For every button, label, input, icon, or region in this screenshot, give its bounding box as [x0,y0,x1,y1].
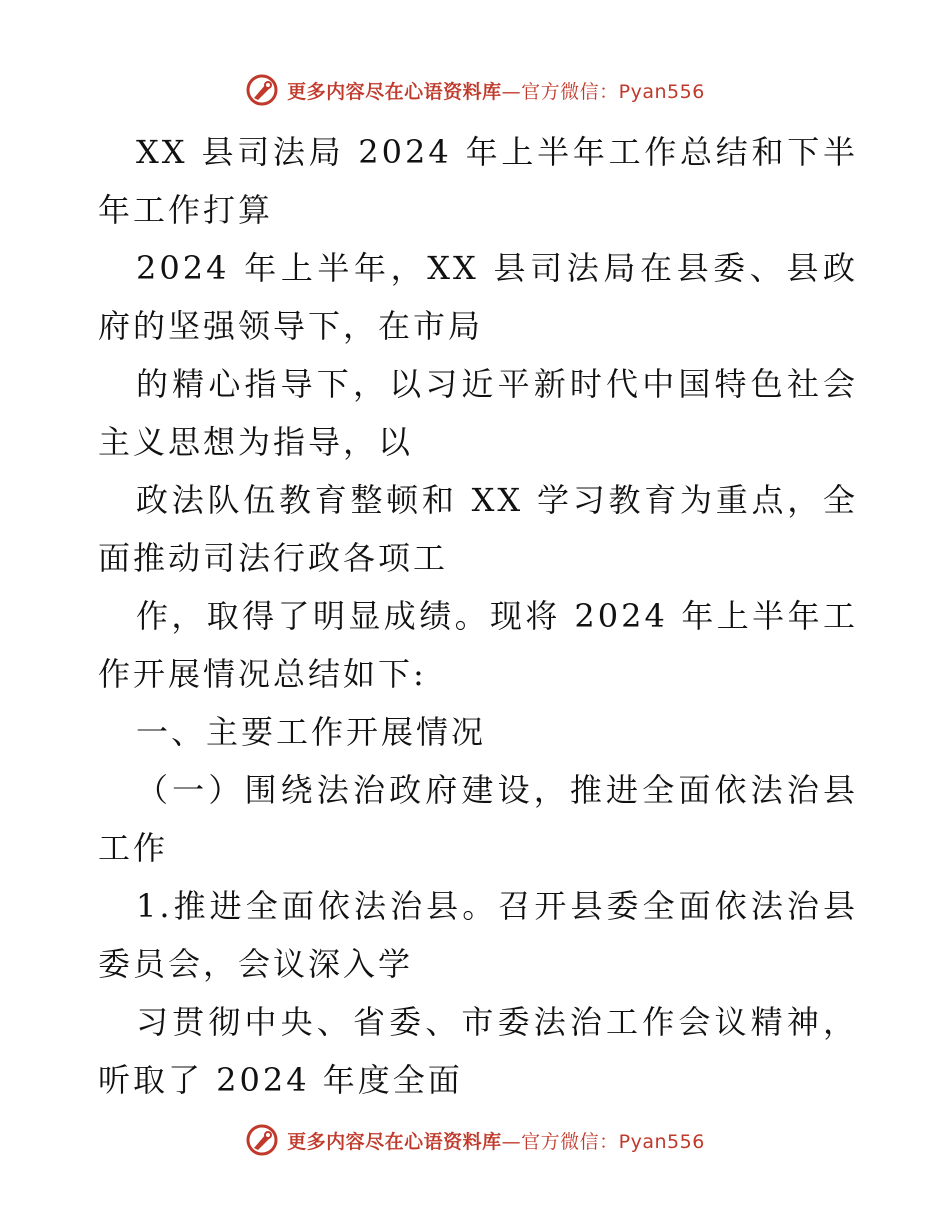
paragraph: 2024 年上半年，XX 县司法局在县委、县政府的坚强领导下，在市局 [98,249,858,345]
footer-banner [0,1120,950,1160]
pen-nib-logo-icon [245,73,279,107]
banner-brand: 更多内容尽在心语资料库 [287,1130,502,1153]
document-body [98,123,858,1109]
banner-brand: 更多内容尽在心语资料库 [287,80,502,103]
pen-nib-logo-icon [245,1123,279,1157]
paragraph: 习贯彻中央、省委、市委法治工作会议精神，听取了 2024 年度全面 [98,1003,858,1099]
document-title: XX 县司法局 2024 年上半年工作总结和下半年工作打算 [98,133,858,229]
banner-text [287,1127,705,1154]
header-banner [0,70,950,110]
paragraph: 政法队伍教育整顿和 XX 学习教育为重点，全面推动司法行政各项工 [98,481,858,577]
paragraph: 1.推进全面依法治县。召开县委全面依法治县委员会，会议深入学 [98,887,858,983]
paragraph: 的精心指导下，以习近平新时代中国特色社会主义思想为指导，以 [98,365,858,461]
paragraph: 作，取得了明显成绩。现将 2024 年上半年工作开展情况总结如下: [98,597,858,693]
banner-text [287,77,705,104]
section-heading: 一、主要工作开展情况 [136,713,487,751]
banner-separator: — [501,80,522,103]
banner-suffix: 官方微信：Pyan556 [521,80,705,103]
subsection-heading: （一）围绕法治政府建设，推进全面依法治县工作 [98,771,858,867]
banner-suffix: 官方微信：Pyan556 [521,1130,705,1153]
banner-separator: — [501,1130,522,1153]
